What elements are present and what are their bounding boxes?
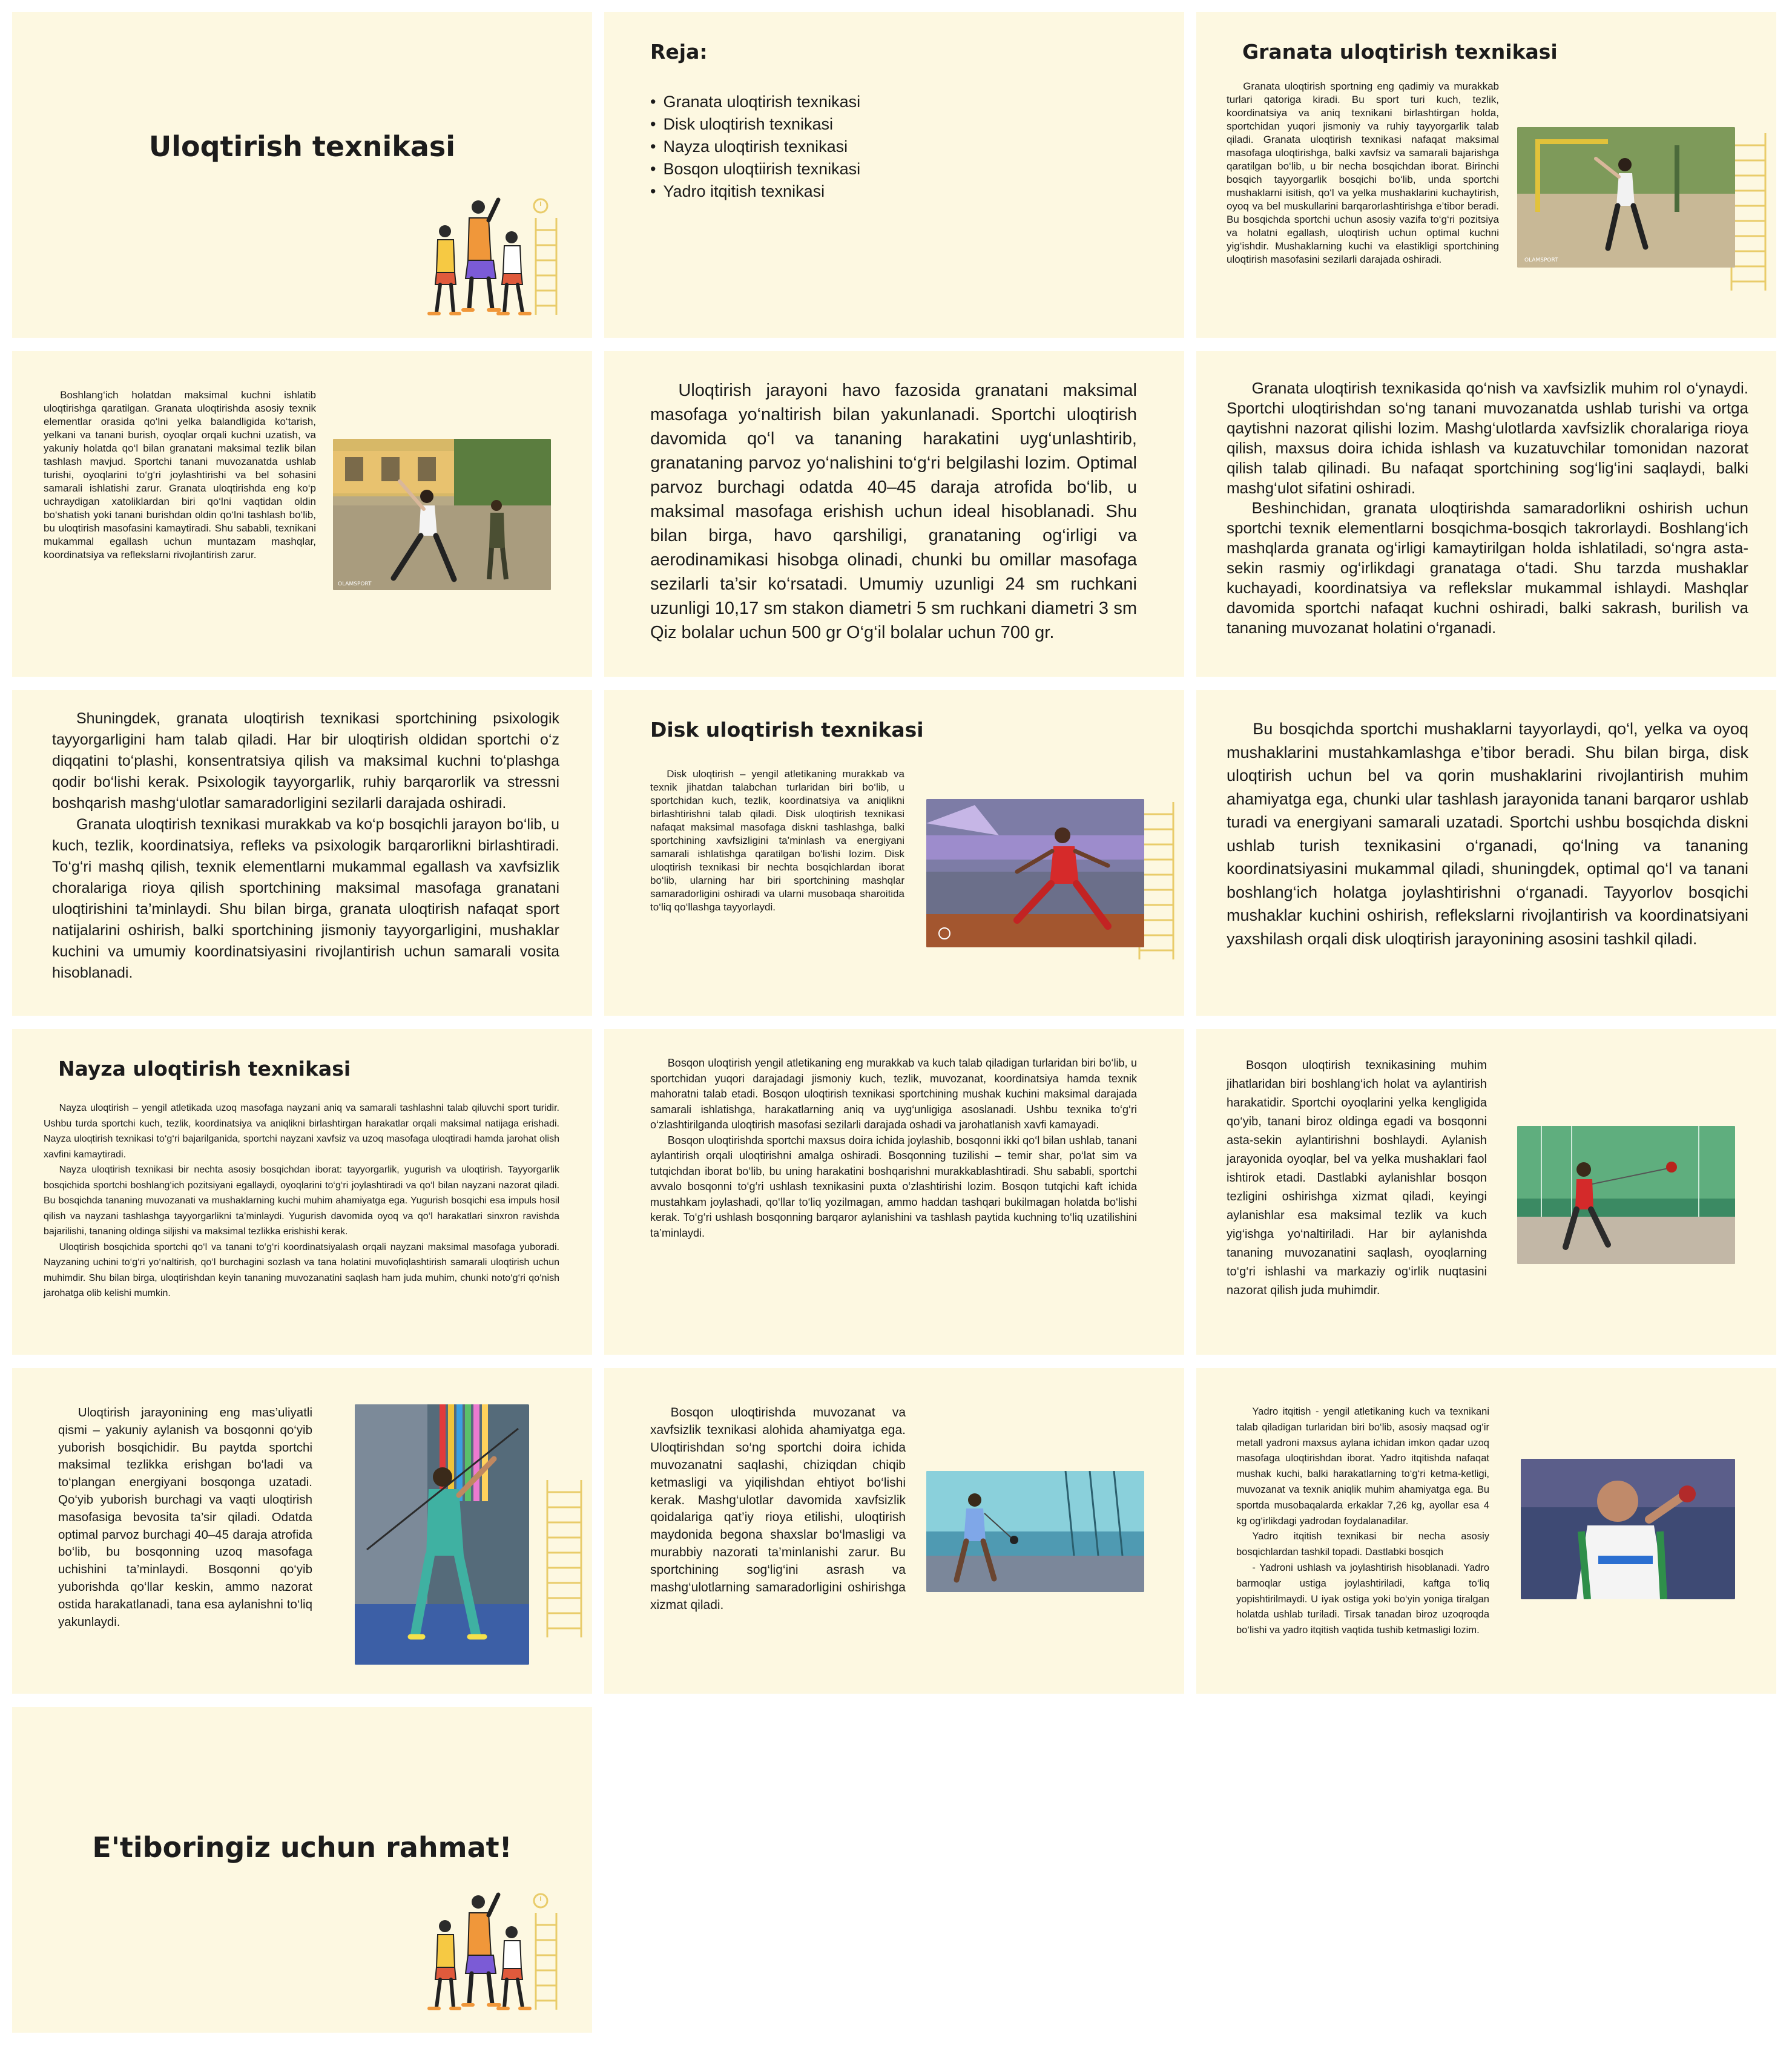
thanks-title: E'tiboringiz uchun rahmat! (92, 1831, 512, 1864)
slide-title[interactable] (12, 12, 592, 338)
javelin-thrower-photo (355, 1404, 529, 1665)
slide-text: Bosqon uloqtirish texnikasining muhim jihatlaridan biri boshlang‘ich holat va aylantirish harakatidir. Sportchi oyoqlarini yelka kengligida qo‘yib, tanani biroz oldinga egadi va bosqonni asta-sekin aylantirishni boshlaydi. Aylanish jarayonida oyoqlar, bel va yelka mushaklari faol ishtirok etadi. Dastlabki aylanishlar bosqon tezligini oshirishga xizmat qiladi, keyingi aylanishlar esa maksimal tezlik va kuch yig‘ishga yo‘naltiriladi. Har bir aylanishda tananing muvozanatini saqlash, oyoqlarning to‘g‘ri ishlashi va markaziy og‘irlik nuqtasini nazorat qilish juda muhimdir. (1227, 1059, 1487, 1297)
slide-hammer-safety[interactable] (604, 1368, 1184, 1694)
plan-item: • Nayza uloqtirish texnikasi (650, 136, 860, 158)
paragraph: Uloqtirish bosqichida sportchi qo‘l va tanani to‘g‘ri koordinatsiyalash orqali nayzani maksimal masofaga yuboradi. Nayzaning uchini to‘g‘ri yo‘naltirish, qo‘l burchagini sozlash va tana holatini muvofiqlashtirish samarali uloqtirish uchun muhimdir. Shu bilan birga, uloqtirishdan keyin tananing muvozanatini saqlash ham juda muhim, chunki noto‘g‘ri qo‘nish jarohatga olib kelishi mumkin. (44, 1242, 559, 1298)
slide-thanks[interactable] (12, 1707, 592, 2033)
paragraph: Bosqon uloqtirish yengil atletikaning eng murakkab va kuch talab qiladigan turlaridan biri bo‘lib, u sportchidan yuqori darajadagi jismoniy kuch, tezlik, muvozanat, koordinatsiya hamda texnik mahoratni talab etadi. Bosqon uloqtirish texnikasi sportchining mushak kuchini maksimal darajada samarali ishlatishga, harakatlarning aniq va uyg‘unligiga asoslanadi. Ushbu texnika to‘g‘ri o‘zlashtirilganda uloqtirish masofasi sezilarli darajada oshadi va jarohatlanish xavfi kamayadi. (650, 1057, 1137, 1131)
slide-text: Uloqtirish jarayoni havo fazosida granatani maksimal masofaga yo‘naltirish bilan yakunlanadi. Sportchi uloqtirish davomida qo‘l va tananing harakatini uyg‘unlashtirib, granataning parvoz yo‘nalishini to‘g‘ri belgilashi lozim. Optimal parvoz burchagi odatda 40–45 daraja atrofida bo‘lib, u maksimal masofaga erishish uchun ideal hisoblanadi. Shu bilan birga, havo qarshiligi, granataning og‘irligi va aerodinamikasi hisobga olinadi, chunki bu omillar masofaga sezilarli ta’sir ko‘rsatadi. Umumiy uzunligi 24 sm ruchkani uzunligi 10,17 sm stakon diametri 5 sm ruchkani diametri 3 sm Qiz bolalar uchun 500 gr O‘g‘il bolalar uchun 700 gr. (650, 381, 1137, 642)
slide-text-block (1236, 1404, 1489, 1639)
paragraph: Nayza uloqtirish texnikasi bir nechta asosiy bosqichdan iborat: tayyorgarlik, yugurish va uloqtirish. Tayyorgarlik bosqichida sportchi boshlang‘ich pozitsiyani egallaydi, oyoqlarini to‘g‘ri joylashtiradi va qo‘l bilan nayzani nazorat qiladi. Bu bosqichda tananing muvozanati va mushaklarning kuchi muhim ahamiyatga ega. Yugurish bosqichi esa impuls hosil qilish va nayzani tashlashga tayyorgarlikni ta’minlaydi. Yugurish davomida oyoq va qo‘l harakatlari sinxron ravishda bajarilishi, tananing oldinga siljishi va maksimal tezlikka erishishi kerak. (44, 1165, 559, 1237)
slide-text-block (1227, 378, 1748, 638)
slide-text: Uloqtirish jarayonining eng mas’uliyatli qismi – yakuniy aylanish va bosqonni qo‘yib yuborish bosqichidir. Bu paytda sportchi maksimal tezlikka erishgan bo‘ladi va to‘plangan energiyani bosqonga uzatadi. Qo‘yib yuborish burchagi va vaqti uloqtirish masofasiga bevosita ta’sir qiladi. Odatda optimal parvoz burchagi 40–45 daraja atrofida bo‘lib, bu bosqonning uzoq masofaga uchishini ta’minlaydi. Bosqonni qo‘yib yuborishda qo‘llar keskin, ammo nazorat ostida harakatlanadi, tana esa aylanishni to‘liq yakunlaydi. (58, 1406, 312, 1629)
shot-putter-photo (1521, 1459, 1735, 1599)
plan-list (650, 91, 860, 203)
ladder-decoration (1729, 133, 1776, 315)
paragraph: Granata uloqtirish texnikasi murakkab va ko‘p bosqichli jarayon bo‘lib, u kuch, tezlik, koordinatsiya, refleks va psixologik barqarorlikni birlashtiradi. To‘g‘ri mashq qilish, texnik elementlarni mukammal egallash va xavfsizlik choralariga rioya qilish sportchining maksimal masofaga granatani uloqtirishini ta’minlaydi. Shu bilan birga, granata uloqtirish nafaqat sport natijalarini oshirish, balki sportchining jismoniy tayyorgarligini, mushaklar kuchini va umumiy koordinatsiyasini rivojlantirish uchun samarali vosita hisoblanadi. (52, 816, 559, 981)
slide-text: Bosqon uloqtirishda muvozanat va xavfsizlik texnikasi alohida ahamiyatga ega. Uloqtirishdan so‘ng sportchi doira ichida muvozanatni saqlashi, chiziqdan chiqib ketmasligi va yiqilishdan ehtiyot bo‘lishi kerak. Mashg‘ulotlar davomida xavfsizlik qoidalariga qat’iy rioya etilishi, uloqtirish maydonida begona shaxslar bo‘lmasligi va murabbiy nazorati ta’minlanishi zarur. Bu sportchining sog‘lig‘ini asrash va mashg‘ulotlarning samaradorligini oshirishga xizmat qiladi. (650, 1406, 906, 1612)
slide-heading: Granata uloqtirish texnikasi (1242, 40, 1558, 64)
slide-javelin[interactable] (12, 1029, 592, 1355)
slide-discus-intro[interactable] (604, 690, 1184, 1016)
paragraph: - Yadroni ushlash va joylashtirish hisoblanadi. Yadro barmoqlar ustiga joylashtiriladi, kaftga to‘liq yopishtirilmaydi. U iyak ostiga yoki bo‘yin yoniga tiralgan holatda ushlab turiladi. Tirsak tanadan biroz uzoqroqda bo‘lishi va yadro itqitish vaqtida tushib ketmasligi lozim. (1236, 1562, 1489, 1636)
plan-item: • Granata uloqtirish texnikasi (650, 91, 860, 113)
grenade-thrower-photo (333, 439, 551, 590)
athletes-illustration (421, 1889, 566, 2016)
hammer-thrower-photo (1517, 1126, 1735, 1264)
slide-text: Disk uloqtirish – yengil atletikaning murakkab va texnik jihatdan talabchan turlaridan biri bo‘lib, u sportchidan kuch, tezlik, koordinatsiya va aniqlikni birlashtirishni talab qiladi. Disk uloqtirish texnikasi nafaqat maksimal masofaga diskni tashlashga, balki sportchining xavfsizligini ta’minlash va energiyani samarali ishlatishga qaratilgan bo‘lishi lozim. Disk uloqtirish texnikasi bir nechta bosqichlardan iborat bo‘lib, ularning har biri sportchining mashqlar samaradorligini oshiradi va ularni musobaqa sharoitida to‘liq qo‘llashga tayyorlaydi. (650, 768, 904, 913)
slide-hammer-intro[interactable] (604, 1029, 1184, 1355)
slide-text-block (650, 1056, 1137, 1241)
slide-hammer-release[interactable] (12, 1368, 592, 1694)
plan-item: • Disk uloqtirish texnikasi (650, 113, 860, 136)
slide-discus-preparation[interactable] (1196, 690, 1776, 1016)
plan-item: • Yadro itqitish texnikasi (650, 180, 860, 203)
plan-title: Reja: (650, 40, 708, 64)
paragraph: Granata uloqtirish texnikasida qo‘nish va xavfsizlik muhim rol o‘ynaydi. Sportchi uloqtirishdan so‘ng tanani muvozanatda ushlab turishi va ortga qaytishni nazorat qilishi lozim. Mashg‘ulotlarda xavfsizlik choralariga rioya qilish, maxsus doira ichida ishlash va kuzatuvchilar tomonidan nazorat qilish talab qilinadi. Bu nafaqat sportchining sog‘lig‘ini saqlaydi, balki mashg‘ulot sifatini oshiradi. (1227, 379, 1748, 497)
slide-heading: Disk uloqtirish texnikasi (650, 718, 924, 742)
slide-shot-put[interactable] (1196, 1368, 1776, 1694)
paragraph: Nayza uloqtirish – yengil atletikada uzoq masofaga nayzani aniq va samarali tashlashni talab qiluvchi sport turidir. Ushbu turda sportchi kuch, tezlik, koordinatsiya va aniqlikni birlashtirgan harakatlar orqali maksimal natijaga erishadi. Nayza uloqtirish texnikasi to‘g‘ri bajarilganida, sportchi nayzani xavfsiz va uzoq masofaga uloqtiradi hamda jarohat olish xavfini kamaytiradi. (44, 1103, 559, 1160)
athletes-illustration (421, 194, 566, 321)
grenade-thrower-photo (1517, 127, 1735, 268)
slide-heading: Nayza uloqtirish texnikasi (58, 1057, 351, 1081)
slide-text: Boshlang‘ich holatdan maksimal kuchni ishlatib uloqtirishga qaratilgan. Granata uloqtirishda asosiy texnik elementlar orasida qo‘lni yelka balandligida ko‘tarish, yelkani va tanani burish, oyoqlar orqali kuchni uzatish, va yakuniy holatda qo‘l bilan granatani maksimal tezlik bilan tashlash mavjud. Sportchi tanani muvozanatda ushlab turishi, oyoqlarini to‘g‘ri joylashtirishi va bel sohasini samarali ishlatishi zarur. Granata uloqtirishda eng ko‘p uchraydigan xatoliklardan biri qo‘lni vaqtidan oldin bo‘shatish yoki tanani burishdan oldin qo‘lni tashlash bo‘lib, bu uloqtirish masofasini kamaytiradi. Shu sababli, texnikani mukammal egallash uchun muntazam mashqlar, koordinatsiya va reflekslarni rivojlantirish zarur. (44, 389, 316, 561)
slide-text: Bu bosqichda sportchi mushaklarni tayyorlaydi, qo‘l, yelka va oyoq mushaklarini mustahkamlashga e’tibor beradi. Shu bilan birga, disk uloqtirish uchun bel va qorin mushaklarini rivojlantirish muhim ahamiyatga ega, chunki ular tashlash jarayonida tanani barqaror ushlab turadi va energiyani samarali uzatadi. Sportchi ushbu bosqichda diskni ushlab turish texnikasini o‘rganadi, qo‘lning va tananing koordinatsiyasini mukammal qiladi, shuningdek, optimal qo‘l va tanani boshlang‘ich holatga joylashtirishni o‘rganadi. Tayyorlov bosqichi mushaklar kuchini oshirish, reflekslarni rivojlantirish va koordinatsiyani yaxshilash orqali disk uloqtirish jarayonining asosini tashkil qiladi. (1227, 720, 1748, 948)
slide-title-text: Uloqtirish texnikasi (148, 130, 456, 163)
slide-grenade-intro[interactable] (1196, 12, 1776, 338)
photo-caption: OLAMSPORT (338, 581, 372, 587)
plan-item: • Bosqon uloqtiirish texnikasi (650, 158, 860, 180)
discus-thrower-photo (926, 799, 1144, 947)
slide-grenade-psychology[interactable] (12, 690, 592, 1016)
slide-hammer-rotation[interactable] (1196, 1029, 1776, 1355)
slide-grenade-technique[interactable] (12, 351, 592, 677)
paragraph: Bosqon uloqtirishda sportchi maxsus doira ichida joylashib, bosqonni ikki qo‘l bilan ushlab, tanani aylantirish orqali uloqtirishni amalga oshiradi. Bosqonning tuzilishi – temir shar, po‘lat sim va tutqichdan iborat bo‘lib, bu uning harakatini boshqarishni murakkablashtiradi. Shu sababli, sportchi avvalo bosqonni to‘g‘ri ushlash texnikasini puxta o‘zlashtirishi lozim. Bosqon tutqichi kaft ichida mustahkam joylashadi, qo‘llar to‘liq yozilmagan, ammo haddan tashqari bukilmagan holatda bo‘lishi kerak. To‘g‘ri ushlash bosqonning barqaror aylanishini va tashlash paytida kuchning to‘liq uzatilishini ta’minlaydi. (650, 1134, 1137, 1239)
paragraph: Shuningdek, granata uloqtirish texnikasi sportchining psixologik tayyorgarligini ham talab qiladi. Har bir uloqtirish oldidan sportchi o‘z diqqatini to‘plashi, konsentratsiya qilish va maksimal kuchni to‘plashga qodir bo‘lishi kerak. Psixologik tayyorgarlik, ruhiy barqarorlik va stressni boshqarish mashg‘ulotlar samaradorligini sezilarli darajada oshiradi. (52, 710, 559, 812)
ladder-decoration (545, 1480, 592, 1662)
paragraph: Yadro itqitish - yengil atletikaning kuch va texnikani talab qiladigan turlaridan biri bo‘lib, asosiy maqsad og‘ir metall yadroni maxsus aylana ichidan imkon qadar uzoq masofaga uloqtirishdan iborat. Yadro itqitishda nafaqat mushak kuchi, balki harakatlarning to‘g‘ri ketma-ketligi, muvozanat va texnik aniqlik muhim ahamiyatga ega. Bu sportda musobaqalarda erkaklar 7,26 kg, ayollar esa 4 kg og‘irlikdagi yadrodan foydalanadilar. (1236, 1406, 1489, 1527)
slide-plan[interactable] (604, 12, 1184, 338)
slide-text: Granata uloqtirish sportning eng qadimiy va murakkab turlari qatoriga kiradi. Bu sport turi kuch, tezlik, koordinatsiya va aniq texnikani birlashtirgan holda, sportchidan yuqori jismoniy va ruhiy tayyorgarlik talab qiladi. Granata uloqtirish texnikasi nafaqat maksimal masofaga uloqtirishga, balki xavfsiz va samarali bajarishga qaratilgan bo‘lib, u bir necha bosqichdan iborat. Birinchi bosqich tayyorgarlik bosqichi bo‘lib, unda sportchi mushaklarni isitish, qo‘l va yelka mushaklarini kuchaytirish, oyoq va bel muskullarini barqarorlashtirishga e’tibor beradi. Bu bosqichda sportchi uchun asosiy vazifa to‘g‘ri pozitsiya va holatni egallash, uloqtirish uchun optimal kuchni yig‘ishdir. Mushaklarning kuchi va elastikligi sportchining uloqtirish masofasini sezilarli darajada oshiradi. (1227, 81, 1499, 265)
hammer-thrower-photo (926, 1471, 1144, 1592)
slide-grenade-safety[interactable] (1196, 351, 1776, 677)
paragraph: Beshinchidan, granata uloqtirishda samaradorlikni oshirish uchun sportchi texnik elementlarni bosqichma-bosqich takrorlaydi. Boshlang‘ich mashqlarda granata og‘irligi kamaytirilgan holda ishlatiladi, so‘ngra asta-sekin rasmiy og‘irlikdagi granataga o‘tadi. Shu tarzda mushaklar kuchayadi, koordinatsiya va reflekslar mukammal ishlaydi. Mashqlar davomida sportchi nafaqat kuchni oshiradi, balki sakrash, burilish va tananing muvozanat holatini o‘rganadi. (1227, 499, 1748, 637)
photo-caption: OLAMSPORT (1524, 257, 1558, 263)
slide-text-block (52, 708, 559, 984)
slide-text-block (44, 1100, 559, 1301)
slide-grenade-flight[interactable] (604, 351, 1184, 677)
paragraph: Yadro itqitish texnikasi bir necha asosiy bosqichlardan tashkil topadi. Dastlabki bosqich (1236, 1531, 1489, 1558)
